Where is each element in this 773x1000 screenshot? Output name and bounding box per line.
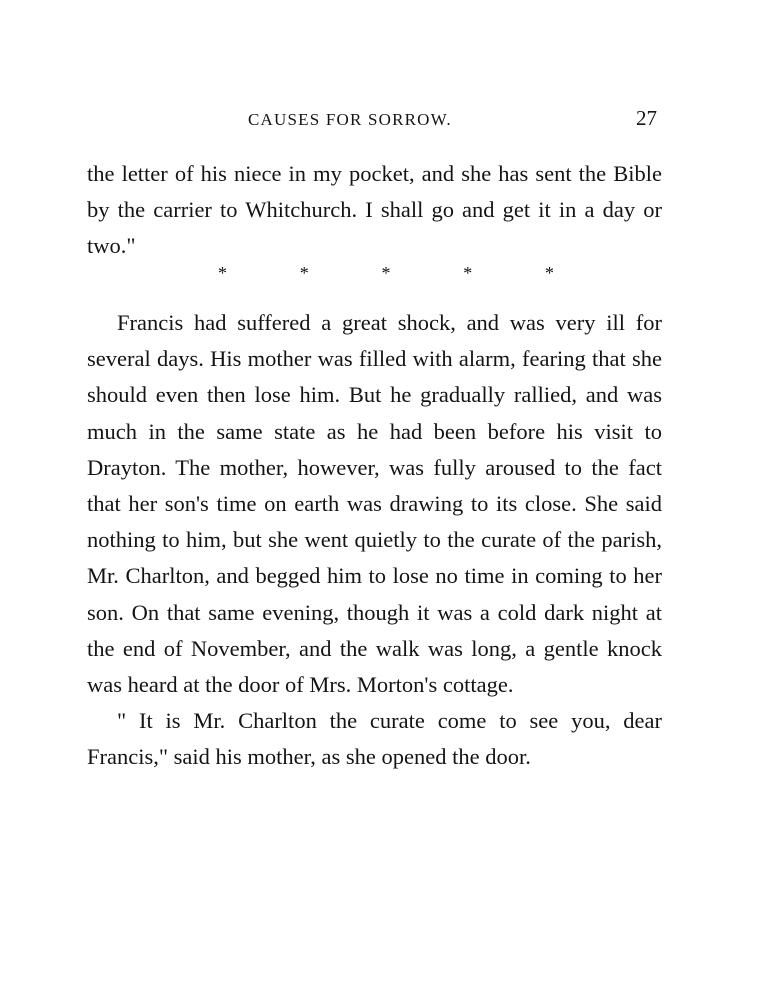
separator-asterisk: *	[218, 263, 227, 283]
paragraph-charlton: " It is Mr. Charlton the curate come to see you, dear Francis," said his mother, as she opened the door.	[87, 708, 662, 770]
page-number: 27	[636, 106, 657, 130]
running-head	[0, 106, 773, 134]
text-block-continuation	[87, 156, 662, 265]
text-block-main	[87, 305, 662, 776]
separator-asterisk: *	[299, 263, 309, 283]
section-separator	[218, 263, 554, 283]
paragraph-francis: Francis had suffered a great shock, and was very ill for several days. His mother was filled with alarm, fearing that she should even then lose him. But he gradually rallied, and was much in the same state as he had been before his visit to Drayton. The mother, however, was fully aroused to the fact that her son's time on earth was drawing to its close. She said nothing to him, but she went quietly to the curate of the parish, Mr. Charlton, and begged him to lose no time in coming to her son. On that same evening, though it was a cold dark night at the end of November, and the walk was long, a gentle knock was heard at the door of Mrs. Morton's cottage.	[87, 310, 662, 698]
separator-asterisk: *	[381, 263, 391, 283]
running-title: CAUSES FOR SORROW.	[248, 110, 452, 129]
separator-asterisk: *	[545, 263, 554, 283]
separator-asterisk: *	[463, 263, 473, 283]
paragraph-continuation: the letter of his niece in my pocket, and she has sent the Bible by the carrier to Whitchurch. I shall go and get it in a day or two."	[87, 161, 662, 259]
